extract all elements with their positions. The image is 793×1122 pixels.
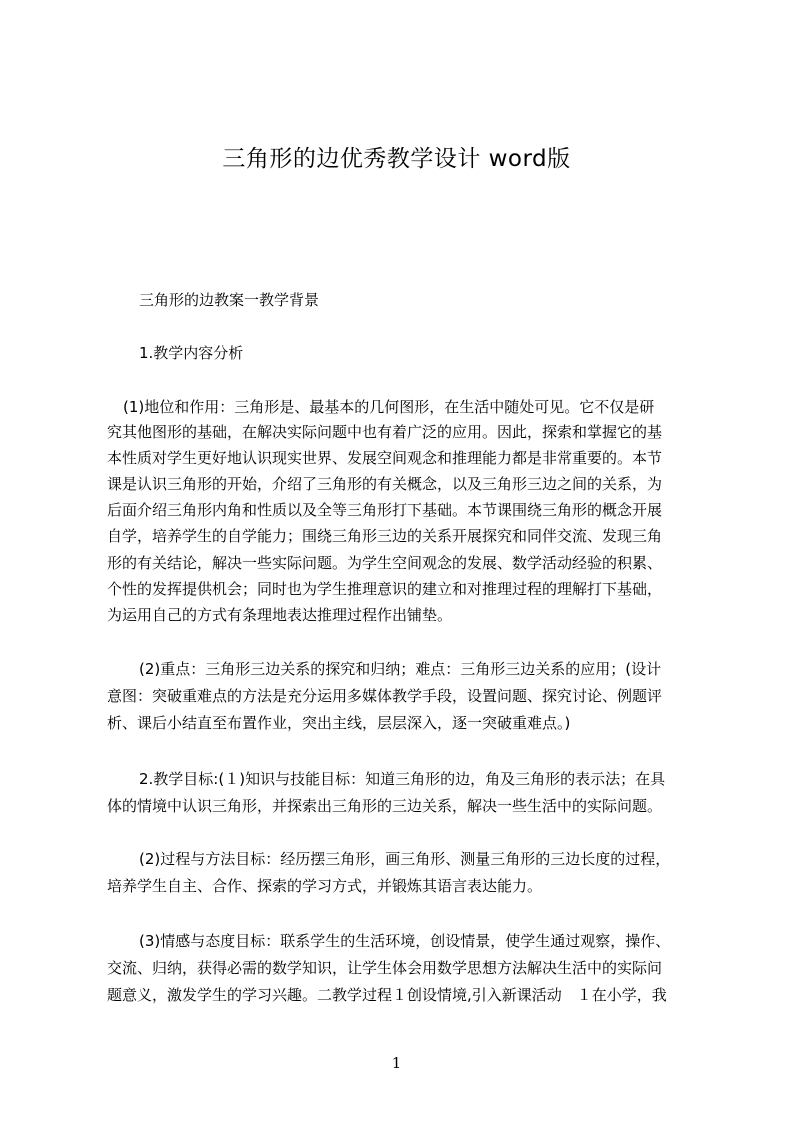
paragraph-line: 个性的发挥提供机会；同时也为学生推理意识的建立和对推理过程的理解打下基础，: [107, 580, 663, 598]
paragraph-line: 后面介绍三角形内角和性质以及全等三角形打下基础。本节课围绕三角形的概念开展: [107, 501, 663, 519]
page-number: 1: [391, 1054, 402, 1072]
paragraph-line: (3)情感与态度目标：联系学生的生活环境，创设情景，使学生通过观察，操作、: [139, 932, 671, 950]
paragraph-line: (2)重点：三角形三边关系的探究和归纳；难点：三角形三边关系的应用；(设计: [139, 660, 662, 678]
document-title: 三角形的边优秀教学设计 word版: [222, 146, 571, 172]
paragraph-line: 培养学生自主、合作、探索的学习方式，并锻炼其语言表达能力。: [107, 877, 543, 895]
paragraph-line: 为运用自己的方式有条理地表达推理过程作出铺垫。: [107, 606, 453, 624]
paragraph-line: 2.教学目标:(１)知识与技能目标：知道三角形的边，角及三角形的表示法；在具: [139, 770, 666, 788]
paragraph-line: (2)过程与方法目标：经历摆三角形，画三角形、测量三角形的三边长度的过程，: [139, 850, 671, 868]
paragraph-line: 交流、归纳，获得必需的数学知识，让学生体会用数学思想方法解决生活中的实际问: [107, 959, 663, 977]
paragraph-line: 体的情境中认识三角形，并探索出三角形的三边关系，解决一些生活中的实际问题。: [107, 797, 663, 815]
paragraph-line: 析、课后小结直至布置作业，突出主线，层层深入，逐一突破重难点。): [107, 714, 571, 732]
paragraph-line: 意图：突破重难点的方法是充分运用多媒体教学手段，设置问题、探究讨论、例题评: [107, 687, 663, 705]
paragraph-line: (1)地位和作用：三角形是、最基本的几何图形，在生活中随处可见。它不仅是研: [123, 398, 655, 416]
paragraph-line: 形的有关结论，解决一些实际问题。为学生空间观念的发展、数学活动经验的积累、: [107, 554, 663, 572]
paragraph-line: 本性质对学生更好地认识现实世界、发展空间观念和推理能力都是非常重要的。本节: [107, 449, 663, 467]
paragraph-line: 课是认识三角形的开始，介绍了三角形的有关概念，以及三角形三边之间的关系，为: [107, 475, 663, 493]
section-heading: 三角形的边教案一教学背景: [139, 291, 320, 309]
paragraph-line: 自学，培养学生的自学能力；围绕三角形三边的关系开展探究和同伴交流、发现三角: [107, 527, 663, 545]
paragraph-line: 究其他图形的基础，在解决实际问题中也有着广泛的应用。因此，探索和掌握它的基: [107, 423, 663, 441]
subsection-heading: 1.教学内容分析: [139, 344, 244, 362]
paragraph-line: 题意义，激发学生的学习兴趣。二教学过程１创设情境,引入新课活动 １在小学，我: [107, 986, 667, 1004]
